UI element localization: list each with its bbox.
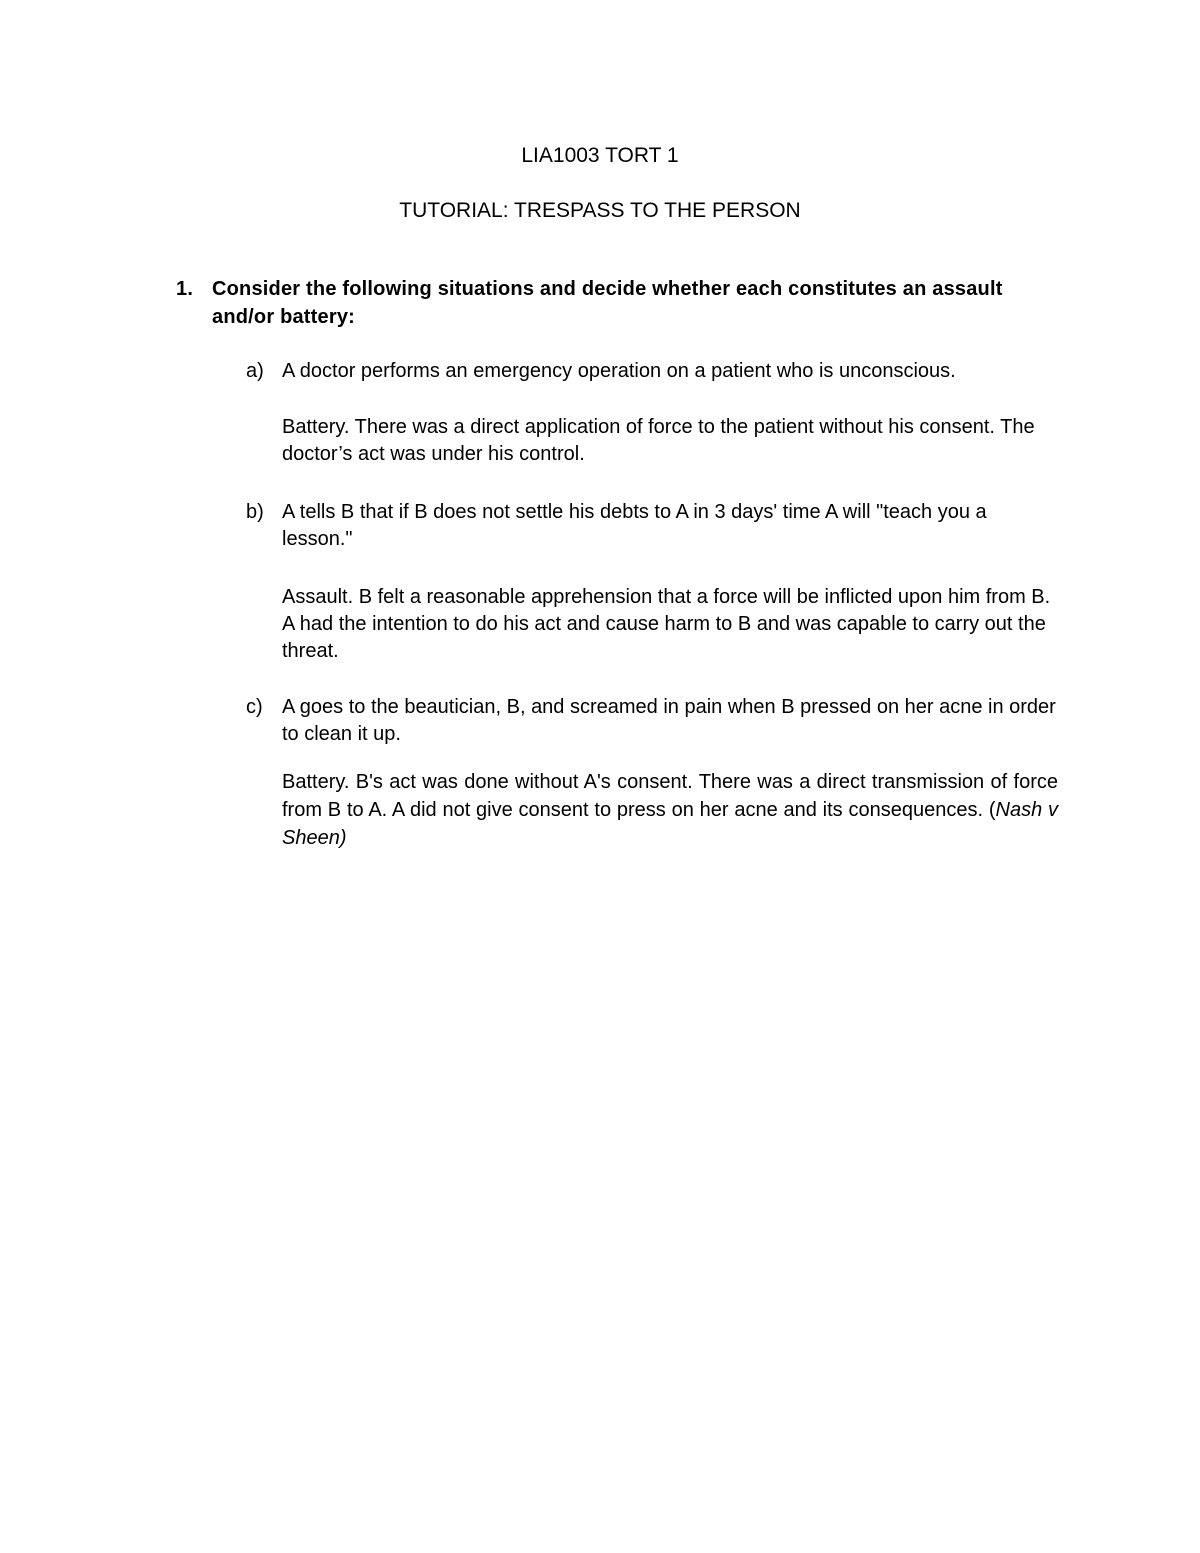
answer-c [282,768,1058,852]
scenario-letter-a: a) [246,360,264,382]
case-citation: Nash v Sheen) [282,799,1058,849]
scenario-text-b: A tells B that if B does not settle his debts to A in 3 days' time A will "teach you a lesson." [282,501,987,550]
answer-b: Assault. B felt a reasonable apprehension that a force will be inflicted upon him from B. A had the intention to do his act and cause harm to B and was capable to carry out the threat. [282,586,1051,662]
question-1 [176,275,1066,331]
scenario-b [246,499,1058,553]
scenario-c [246,694,1058,748]
scenario-letter-b: b) [246,501,264,523]
question-number: 1. [176,278,194,300]
scenario-text-c: A goes to the beautician, B, and screamed in pain when B pressed on her acne in order to clean it up. [282,696,1056,745]
answer-c-text: Battery. B's act was done without A's consent. There was a direct transmission of force from B to A. A did not give consent to press on her acne and its consequences. ( [282,771,1058,821]
tutorial-title: TUTORIAL: TRESPASS TO THE PERSON [399,199,801,222]
answer-a: Battery. There was a direct application of force to the patient without his consent. The doctor’s act was under his control. [282,416,1035,465]
question-text: Consider the following situations and decide whether each constitutes an assault and/or battery: [212,278,1003,328]
scenario-a [246,358,1058,385]
course-title: LIA1003 TORT 1 [521,144,679,167]
scenario-letter-c: c) [246,696,263,718]
scenario-text-a: A doctor performs an emergency operation on a patient who is unconscious. [282,360,956,382]
